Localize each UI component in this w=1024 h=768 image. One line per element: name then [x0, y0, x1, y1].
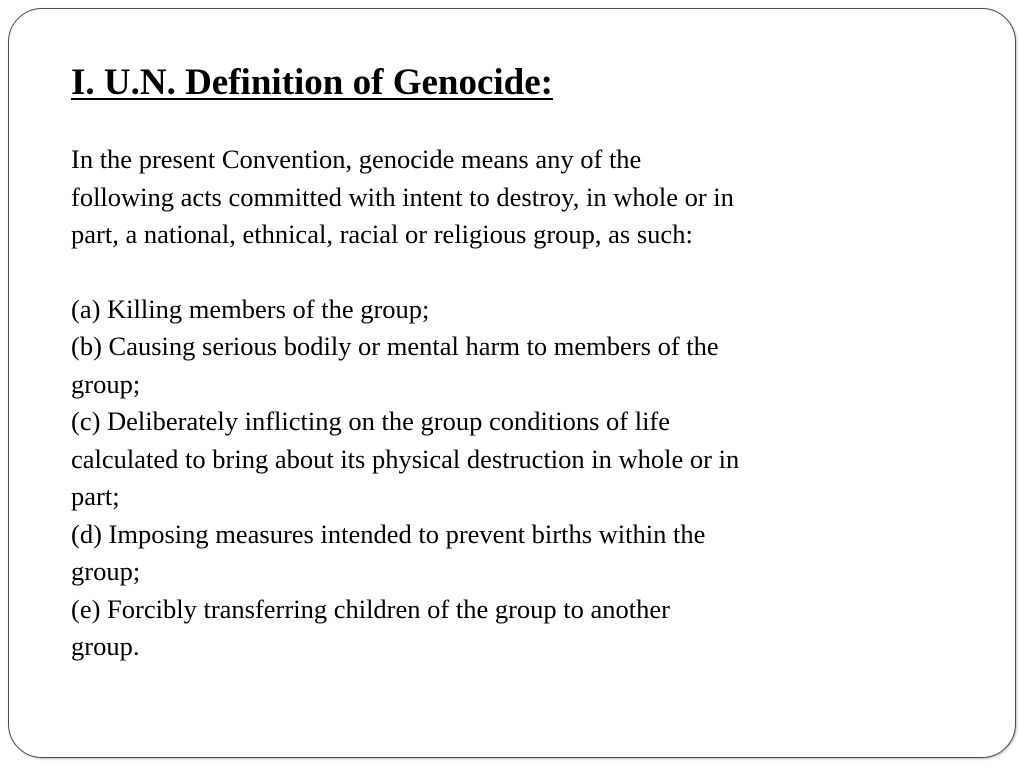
list-item-b — [71, 328, 951, 403]
intro-line: In the present Convention, genocide means any of the — [71, 144, 642, 174]
acts-list — [71, 291, 951, 666]
list-item-line: (e) Forcibly transferring children of the group to another — [71, 593, 670, 624]
list-item-line: group; — [71, 368, 141, 399]
intro-line: part, a national, ethnical, racial or religious group, as such: — [71, 219, 693, 249]
list-item-d — [71, 516, 951, 591]
list-item-line: (b) Causing serious bodily or mental harm to members of the — [71, 331, 719, 361]
slide-frame — [8, 8, 1016, 758]
list-item-line: group; — [71, 556, 141, 586]
list-item-line: part; — [71, 481, 120, 511]
list-item-line: (c) Deliberately inflicting on the group conditions of life — [71, 406, 671, 436]
list-item-line: calculated to bring about its physical destruction in whole or in — [71, 443, 740, 474]
list-item-a — [71, 291, 951, 329]
list-item-e — [71, 591, 951, 666]
slide-heading: I. U.N. Definition of Genocide: — [71, 62, 553, 103]
list-item-line: (d) Imposing measures intended to prevent births within the — [71, 518, 706, 549]
list-item-c — [71, 403, 951, 516]
list-item-line: group. — [71, 631, 140, 661]
list-item-line: (a) Killing members of the group; — [71, 293, 430, 324]
intro-paragraph — [71, 141, 951, 254]
intro-line: following acts committed with intent to destroy, in whole or in — [71, 181, 734, 212]
slide-content — [71, 61, 951, 666]
